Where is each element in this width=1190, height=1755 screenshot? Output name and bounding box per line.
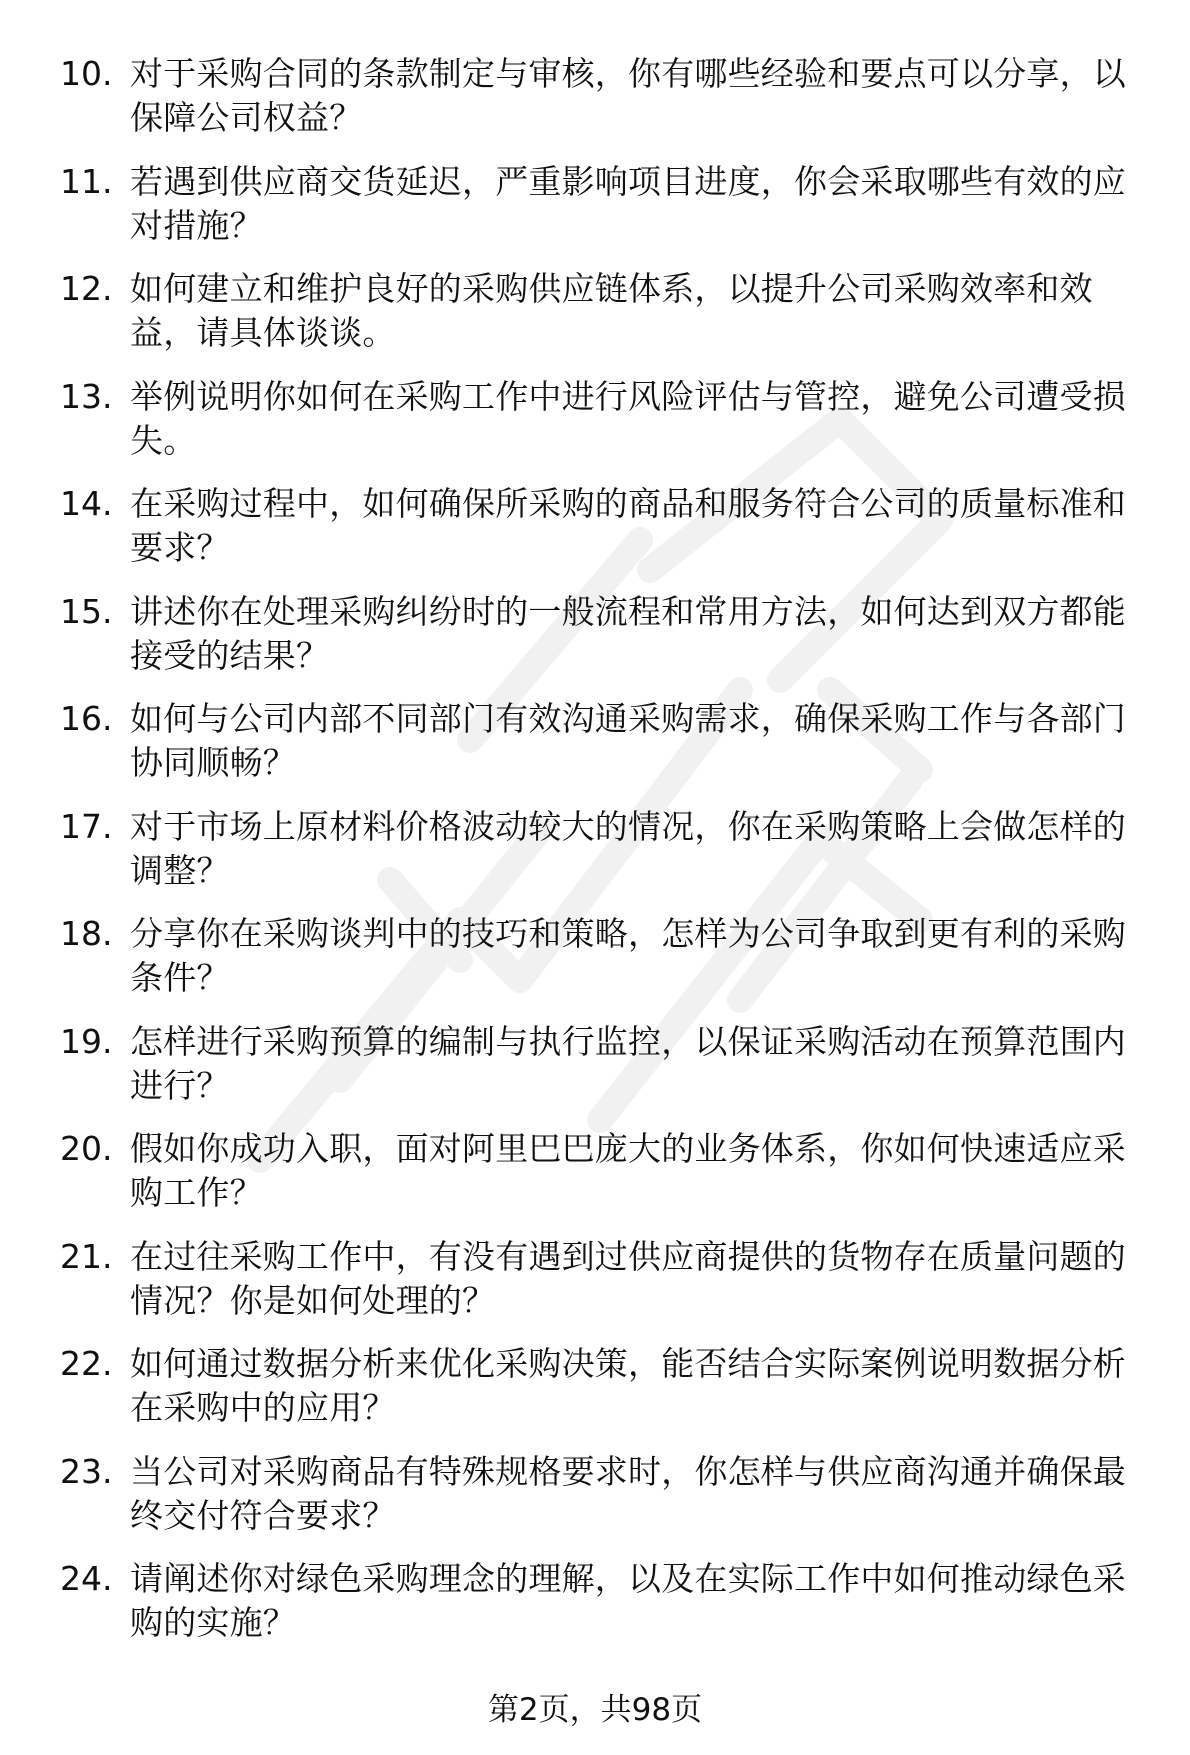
question-number: 22.	[60, 1344, 113, 1383]
question-text: 对于采购合同的条款制定与审核，你有哪些经验和要点可以分享，以保障公司权益？	[130, 54, 1126, 137]
question-item	[0, 1450, 1190, 1558]
question-number: 12.	[60, 269, 113, 308]
question-text: 若遇到供应商交货延迟，严重影响项目进度，你会采取哪些有效的应对措施？	[130, 161, 1126, 245]
question-number: 10.	[60, 54, 113, 93]
question-item	[0, 912, 1190, 1020]
question-number: 19.	[60, 1021, 113, 1061]
question-item	[0, 590, 1190, 698]
question-text: 请阐述你对绿色采购理念的理解，以及在实际工作中如何推动绿色采购的实施？	[130, 1559, 1126, 1642]
question-number: 24.	[60, 1559, 113, 1598]
question-number: 15.	[60, 591, 113, 631]
question-number: 20.	[60, 1129, 113, 1168]
question-text: 怎样进行采购预算的编制与执行监控，以保证采购活动在预算范围内进行？	[130, 1021, 1126, 1105]
question-text: 讲述你在处理采购纠纷时的一般流程和常用方法，如何达到双方都能接受的结果？	[130, 591, 1126, 675]
question-number: 16.	[60, 699, 113, 738]
question-text: 对于市场上原材料价格波动较大的情况，你在采购策略上会做怎样的调整？	[130, 806, 1126, 890]
question-item	[0, 267, 1190, 375]
question-item	[0, 482, 1190, 590]
question-text: 如何与公司内部不同部门有效沟通采购需求，确保采购工作与各部门协同顺畅？	[130, 699, 1126, 782]
question-item	[0, 697, 1190, 805]
question-text: 举例说明你如何在采购工作中进行风险评估与管控，避免公司遭受损失。	[130, 376, 1126, 460]
question-number: 11.	[60, 161, 113, 201]
question-text: 在过往采购工作中，有没有遇到过供应商提供的货物存在质量问题的情况？你是如何处理的？	[130, 1236, 1126, 1320]
question-number: 13.	[60, 376, 113, 416]
question-text: 假如你成功入职，面对阿里巴巴庞大的业务体系，你如何快速适应采购工作？	[130, 1129, 1126, 1212]
question-item	[0, 805, 1190, 913]
question-item	[0, 52, 1190, 160]
question-item	[0, 375, 1190, 483]
question-text: 如何通过数据分析来优化采购决策，能否结合实际案例说明数据分析在采购中的应用？	[130, 1344, 1126, 1427]
question-text: 分享你在采购谈判中的技巧和策略，怎样为公司争取到更有利的采购条件？	[130, 914, 1126, 997]
question-number: 23.	[60, 1451, 113, 1491]
question-number: 17.	[60, 806, 113, 846]
question-item	[0, 160, 1190, 268]
question-number: 21.	[60, 1236, 113, 1276]
question-item	[0, 1127, 1190, 1235]
page-number-footer: 第2页，共98页	[487, 1692, 703, 1728]
question-item	[0, 1235, 1190, 1343]
question-list	[0, 52, 1190, 1665]
question-number: 18.	[60, 914, 113, 953]
question-item	[0, 1557, 1190, 1665]
question-text: 如何建立和维护良好的采购供应链体系，以提升公司采购效率和效益，请具体谈谈。	[130, 269, 1093, 352]
question-text: 在采购过程中，如何确保所采购的商品和服务符合公司的质量标准和要求？	[130, 484, 1126, 567]
question-item	[0, 1020, 1190, 1128]
question-text: 当公司对采购商品有特殊规格要求时，你怎样与供应商沟通并确保最终交付符合要求？	[130, 1451, 1126, 1535]
question-item	[0, 1342, 1190, 1450]
question-number: 14.	[60, 484, 113, 523]
